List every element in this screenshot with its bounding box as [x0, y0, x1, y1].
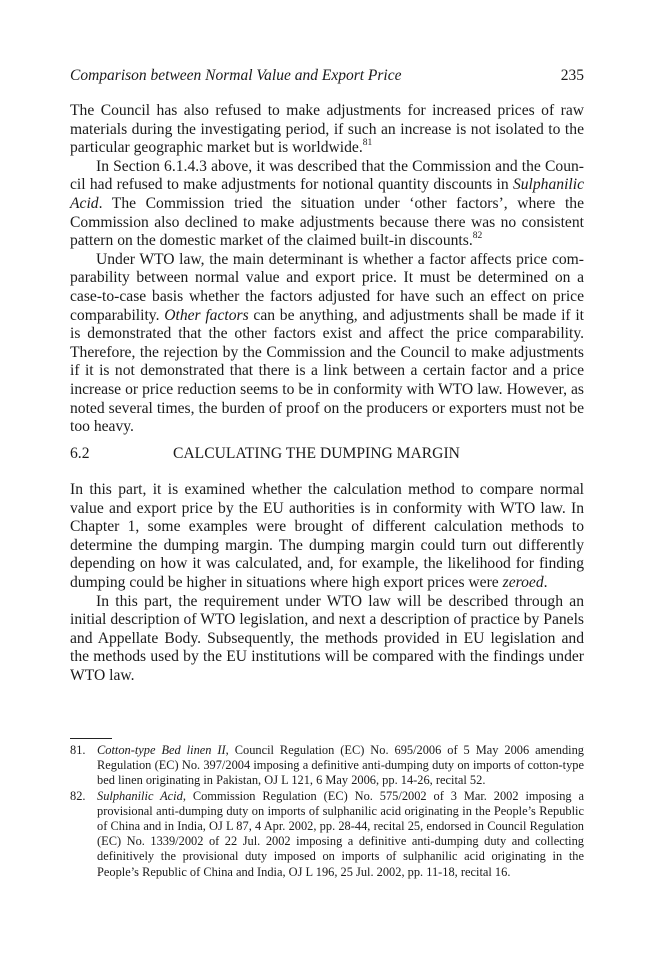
section-number: 6.2	[70, 445, 90, 462]
running-head	[70, 66, 584, 85]
paragraph-text: can be anything, and adjustments shall be made if it is demonstrated that the other factors exist and affect the price comparability. Therefore, the rejection by the Commission and the Council to make adjustments if it is not demonstrated that there is a link between a certain factor and a price increase or price reduction seems to be in conformity with WTO law. However, as noted several times, the burden of proof on the producers or exporters must not be too heavy.	[70, 306, 584, 436]
paragraph-text: In Section 6.1.4.3 above, it was described that the Commission and the Council had refused to make adjustments for notional quantity discounts in	[70, 157, 584, 194]
footnote-number: 82.	[70, 788, 86, 803]
case-name: Cotton-type Bed linen II	[97, 743, 226, 757]
footnote-text	[97, 743, 584, 789]
footnote-81	[70, 743, 584, 789]
running-head-title: Comparison between Normal Value and Export Price	[70, 67, 402, 84]
footnote-ref-82[interactable]: 82	[472, 230, 483, 241]
paragraph-text: In this part, it is examined whether the calculation method to compare normal value and export price by the EU authorities is in conformity with WTO law. In Chapter 1, some examples were brought of different calculation methods to determine the dumping margin. The dumping margin could turn out differently depending on how it was calculated, and, for example, the likelihood for finding dumping could be higher in situations where high export prices were	[70, 481, 584, 591]
emphasis-term: Other factors	[164, 306, 249, 324]
page-number: 235	[560, 67, 584, 84]
body-text-bottom	[70, 481, 584, 686]
footnote-body: , Council Regulation (EC) No. 695/2006 of 5 May 2006 amending Regulation (EC) No. 397/2004 imposing a definitive anti-dumping duty on imports of cotton-type bed linen originating in Pakistan, OJ L 121, 6 May 2006, pp. 14-26, recital 52.	[97, 743, 584, 788]
book-page	[70, 0, 584, 976]
body-text-top	[70, 102, 584, 437]
paragraph-quantity-discounts	[70, 158, 584, 251]
emphasis-term: zeroed	[502, 573, 544, 591]
paragraph-raw-materials	[70, 102, 584, 158]
paragraph-text: Under WTO law, the main determinant is whether a factor affects price comparability between normal value and export price. It must be determined on a case-to-case basis whether the factors adjusted for have such an effect on price comparability.	[70, 250, 584, 324]
section-heading	[70, 444, 584, 463]
paragraph-requirement: In this part, the requirement under WTO law will be described through an initial description of WTO legislation, and next a description of practice by Panels and Appellate Body. Subsequently, the methods provided in EU legislation and the methods used by the EU institutions will be compared with the findings under WTO law.	[70, 592, 584, 684]
paragraph-text: . The Commission tried the situation under ‘other factors’, where the Commission also declined to make adjustments because there was no consistent pattern on the domestic market of the claimed built-in discounts.	[70, 194, 584, 250]
footnote-82	[70, 789, 584, 880]
paragraph-wto-law	[70, 251, 584, 437]
section-title: CALCULATING THE DUMPING MARGIN	[173, 445, 460, 462]
footnotes	[70, 743, 584, 880]
footnote-rule	[70, 738, 112, 739]
paragraph-text: .	[543, 573, 548, 591]
paragraph-calculation-method	[70, 481, 584, 593]
footnote-number: 81.	[70, 743, 86, 757]
footnote-text	[97, 789, 584, 880]
paragraph-text: The Council has also refused to make adjustments for increased prices of raw materials during the investigating period, if such an increase is not isolated to the particular geographic market but is worldwide.	[70, 102, 584, 157]
case-name: Sulphanilic Acid	[97, 788, 183, 803]
footnote-ref-81[interactable]: 81	[362, 138, 373, 148]
case-name: Sulphanilic Acid	[70, 176, 584, 212]
footnote-body: , Commission Regulation (EC) No. 575/2002 of 3 Mar. 2002 imposing a provisional anti-dumping duty on imports of sulphanilic acid originating in the People’s Republic of China and in India, OJ L 87, 4 Apr. 2002, pp. 28-44, recital 25, endorsed in Council Regulation (EC) No. 1339/2002 of 22 Jul. 2002 imposing a definitive anti-dumping duty and collecting definitively the provisional duty imposed on imports of sulphanilic acid originating in the People’s Republic of China and India, OJ L 196, 25 Jul. 2002, pp. 11-18, recital 16.	[97, 788, 584, 879]
